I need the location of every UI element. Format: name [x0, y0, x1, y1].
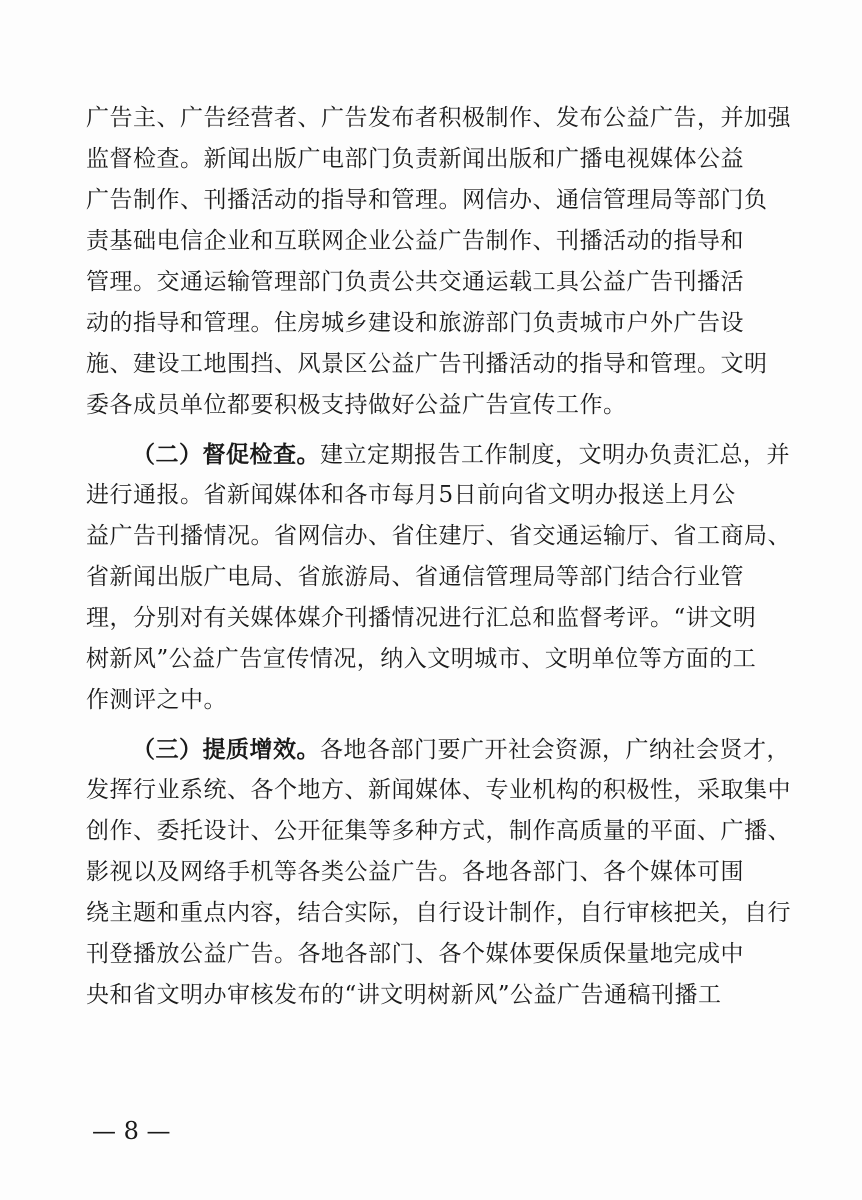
text-line: 施、建设工地围挡、风景区公益广告刊播活动的指导和管理。文明 — [86, 351, 768, 377]
text-line: 央和省文明办审核发布的“讲文明树新风”公益广告通稿刊播工 — [86, 982, 722, 1008]
text-line: 管理。交通运输管理部门负责公共交通运载工具公益广告刊播活 — [86, 269, 744, 295]
page-number: — 8 — — [92, 1117, 171, 1145]
text-span: 建立定期报告工作制度，文明办负责汇总，并 — [320, 442, 790, 468]
text-span: 各地各部门要广开社会资源，广纳社会贤才， — [320, 737, 790, 763]
text-line: 监督检查。新闻出版广电部门负责新闻出版和广播电视媒体公益 — [86, 146, 744, 172]
text-line: 创作、委托设计、公开征集等多种方式，制作高质量的平面、广播、 — [86, 818, 791, 844]
text-line: 影视以及网络手机等各类公益广告。各地各部门、各个媒体可围 — [86, 859, 744, 885]
text-line: 动的指导和管理。住房城乡建设和旅游部门负责城市户外广告设 — [86, 310, 744, 336]
section-heading: （二）督促检查。 — [132, 441, 320, 468]
text-line: 绕主题和重点内容，结合实际，自行设计制作，自行审核把关，自行 — [86, 900, 791, 926]
text-line: 广告主、广告经营者、广告发布者积极制作、发布公益广告，并加强 — [86, 105, 791, 131]
text-line: 进行通报。省新闻媒体和各市每月5日前向省文明办报送上月公 — [86, 482, 736, 508]
paragraph-first-line — [86, 434, 790, 475]
text-line: 树新风”公益广告宣传情况，纳入文明城市、文明单位等方面的工 — [86, 646, 757, 672]
section-heading: （三）提质增效。 — [132, 736, 320, 763]
paragraph-first-line — [86, 729, 790, 770]
text-line: 省新闻出版广电局、省旅游局、省通信管理局等部门结合行业管 — [86, 564, 744, 590]
text-line: 作测评之中。 — [86, 687, 227, 713]
text-line: 责基础电信企业和互联网企业公益广告制作、刊播活动的指导和 — [86, 228, 744, 254]
text-line: 广告制作、刊播活动的指导和管理。网信办、通信管理局等部门负 — [86, 187, 768, 213]
text-line: 益广告刊播情况。省网信办、省住建厅、省交通运输厅、省工商局、 — [86, 523, 791, 549]
text-line: 发挥行业系统、各个地方、新闻媒体、专业机构的积极性，采取集中 — [86, 777, 791, 803]
text-line: 委各成员单位都要积极支持做好公益广告宣传工作。 — [86, 392, 627, 418]
paragraph-3 — [86, 729, 791, 1016]
paragraph-2 — [86, 434, 791, 721]
paragraph-1 — [86, 98, 791, 426]
text-line: 理，分别对有关媒体媒介刊播情况进行汇总和监督考评。“讲文明 — [86, 605, 757, 631]
text-line: 刊登播放公益广告。各地各部门、各个媒体要保质保量地完成中 — [86, 941, 744, 967]
document-body — [86, 98, 791, 1016]
